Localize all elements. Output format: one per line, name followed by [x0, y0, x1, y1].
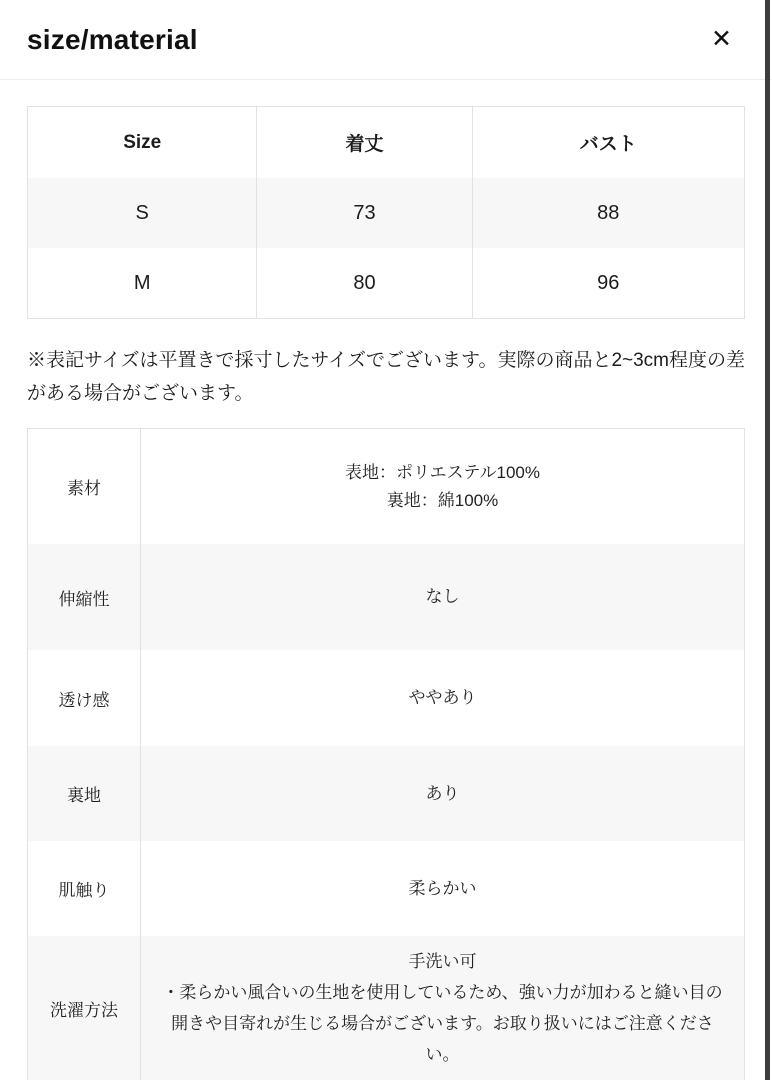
material-value-line: ややあり: [408, 688, 477, 707]
size-table: [27, 106, 745, 319]
cell-bust: 88: [472, 178, 744, 248]
material-value-line: 柔らかい: [408, 878, 477, 898]
modal-header: [0, 0, 772, 80]
material-label: 透け感: [28, 650, 141, 746]
material-value-line: あり: [425, 783, 460, 803]
table-row-s: [28, 178, 745, 248]
material-label: 洗濯方法: [28, 936, 141, 1080]
material-row-lining: [28, 746, 744, 841]
material-label: 裏地: [28, 746, 141, 841]
cell-length: 80: [257, 248, 472, 319]
material-value: [141, 650, 744, 746]
material-value: [141, 841, 744, 936]
table-row-m: [28, 248, 745, 319]
material-label: 伸縮性: [28, 544, 141, 650]
column-header-length: 着丈: [257, 107, 472, 179]
page-title: size/material: [27, 23, 198, 55]
modal-content: [0, 106, 772, 1080]
material-label: 肌触り: [28, 841, 141, 936]
size-note-text: ※表記サイズは平置きで採寸したサイズでございます。実際の商品と2~3cm程度の差がある場合がございます。: [27, 350, 745, 404]
material-value-line: なし: [425, 587, 460, 606]
size-table-header-row: [28, 107, 745, 179]
material-value-line: 手洗い可: [408, 952, 477, 971]
material-value: [141, 746, 744, 841]
close-icon: ✕: [711, 25, 732, 53]
material-value-line: ・柔らかい風合いの生地を使用しているため、強い力が加わると縫い目の開きや目寄れが生じる場合がございます。お取り扱いにはご注意ください。: [162, 983, 723, 1064]
material-table: [27, 428, 745, 1080]
column-header-size: Size: [123, 131, 162, 153]
material-row-sheerness: [28, 650, 744, 746]
material-value: [141, 544, 744, 650]
material-row-fabric: [28, 429, 744, 544]
material-value-line: 裏地：綿100%: [386, 490, 499, 510]
cell-size: M: [133, 271, 151, 294]
material-value: [141, 936, 744, 1080]
cell-length: 73: [257, 178, 472, 248]
column-header-bust: バスト: [472, 107, 744, 179]
material-value-line: 表地：ポリエステル100%: [345, 462, 540, 482]
material-value: [141, 429, 744, 544]
material-row-stretch: [28, 544, 744, 650]
close-button[interactable]: [711, 27, 732, 52]
cell-size: S: [135, 201, 149, 224]
page-edge-strip: [765, 0, 770, 1080]
cell-bust: 96: [472, 248, 744, 319]
material-label: 素材: [28, 429, 141, 544]
material-row-washing: [28, 936, 744, 1080]
material-row-texture: [28, 841, 744, 936]
